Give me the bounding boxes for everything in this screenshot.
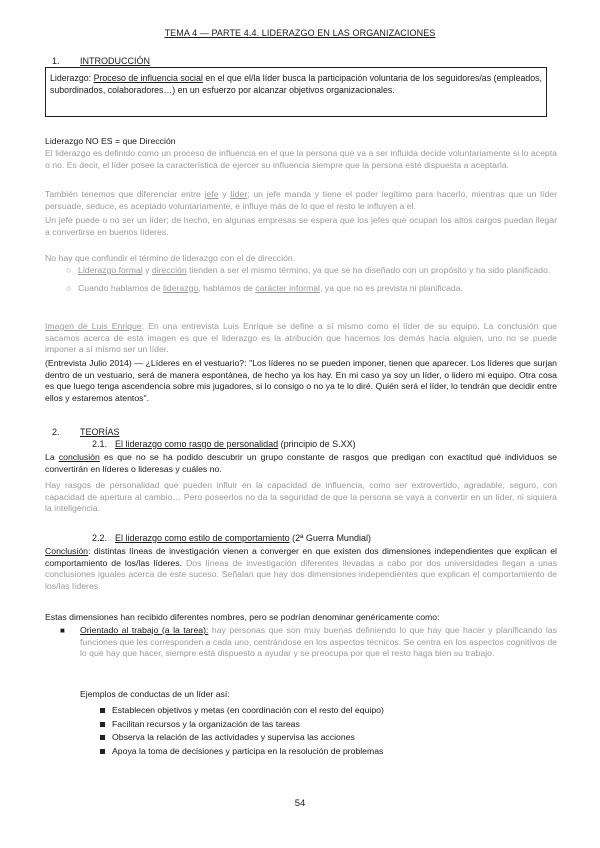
list-item	[100, 719, 384, 731]
luis-enrique-label: Imagen de Luis Enrique	[45, 321, 142, 331]
term-caracter-informal: carácter informal	[255, 282, 320, 293]
text-fragment: , ya que no es prevista ni planificada.	[319, 282, 463, 293]
examples-title: Ejemplos de conductas de un líder así:	[80, 689, 230, 699]
paragraph-dimensions-intro: Estas dimensiones han recibido diferentes nombres, pero se podrían denominar genéricamente como:	[45, 612, 440, 622]
text-fragment: : distintas líneas de investigación vienen a converger en que existen dos dimensiones independientes que explican el comportamiento de los/las líderes.	[45, 546, 557, 568]
subsection-2-1-title: El liderazgo como rasgo de personalidad	[115, 439, 279, 449]
text-fragment: La	[45, 452, 59, 462]
not-direction-heading: Liderazgo NO ES = que Dirección	[45, 136, 176, 146]
term-conclusion: Conclusión	[45, 546, 88, 556]
definition-term-underlined: Proceso de influencia social	[93, 73, 203, 83]
section-1-title: INTRODUCCIÓN	[80, 56, 150, 66]
paragraph-jefe-empresas: Un jefe puede o no ser un líder; de hecho, en algunas empresas se espera que los jefes que ocupan los altos cargos puedan llegar a convertirse en buenos líderes.	[45, 215, 557, 237]
paragraph-behavior-conclusion	[45, 546, 557, 592]
text-fragment: Cuando hablamos de	[78, 282, 164, 293]
list-item	[66, 265, 557, 277]
subsection-2-1-suffix: (principio de S.XX)	[278, 439, 356, 449]
section-2-heading	[52, 427, 120, 439]
section-2-title: TEORÍAS	[80, 427, 120, 437]
paragraph-traits-detail: Hay rasgos de personalidad que pueden influir en la capacidad de influencia, como ser extrovertido, agradable, seguro, con capacidad de apertura al cambio… Pero poseerlos no da la seguridad de que la persona se vaya a convertir en un líder, ni siquiera la inteligencia.	[45, 480, 557, 514]
subsection-2-2-heading	[92, 533, 371, 545]
dimension-list	[60, 625, 557, 660]
term-direccion: dirección	[151, 265, 187, 275]
subsection-2-1-number: 2.1.	[92, 439, 108, 449]
list-item	[100, 746, 384, 758]
example-text: Observa la relación de las actividades y supervisa las acciones	[112, 732, 355, 743]
term-liderazgo-formal: Liderazgo formal	[78, 265, 143, 275]
subsection-2-2-number: 2.2.	[92, 533, 108, 543]
square-bullet-icon	[100, 708, 105, 713]
term-conclusion: conclusión	[58, 452, 100, 462]
term-liderazgo: liderazgo	[163, 282, 199, 293]
text-fragment: es que no se ha podido descubrir un grupo constante de rasgos que predigan con exactitud qué individuos se convertirán en líderes o lideresas y cuáles no.	[45, 452, 557, 474]
text-fragment: : En una entrevista Luis Enrique se define a sí mismo como el líder de su equipo. La conclusión que sacamos acerca de esta imagen es que el liderazgo es la atribución que hacemos los demás hacia alguien, uno no se puede imponer a sí mismo ser un líder.	[45, 321, 558, 355]
square-bullet-icon	[100, 749, 105, 754]
list-item	[60, 625, 557, 660]
section-2-number: 2.	[52, 427, 60, 437]
square-bullet-icon	[100, 735, 105, 740]
definition-term: Liderazgo:	[50, 73, 92, 83]
page-number: 54	[294, 798, 306, 809]
text-fragment: Dos líneas de investigación diferentes llevadas a cabo por dos universidades llegan a unas conclusiones iguales acerca de este suceso. Señalan que hay dos dimensiones independientes que explican el comportamiento de los/las líderes.	[45, 557, 557, 591]
section-1-number: 1.	[52, 56, 60, 66]
text-fragment: También tenemos que diferenciar entre	[45, 189, 205, 199]
list-item	[66, 283, 557, 295]
square-bullet-icon: ■	[60, 626, 65, 635]
list-item	[100, 732, 384, 744]
circle-bullet-icon: ○	[66, 282, 72, 293]
text-fragment: y	[218, 189, 231, 199]
list-item	[100, 705, 384, 717]
examples-list	[100, 705, 384, 757]
definition-box	[45, 67, 547, 117]
document-title: TEMA 4 — PARTE 4.4. LIDERAZGO EN LAS ORGANIZACIONES	[164, 28, 436, 38]
text-fragment: y	[142, 265, 152, 275]
interview-quote: (Entrevista Julio 2014) — ¿Líderes en el vestuario?: "Los líderes no se pueden imponer, tienen que aparecer. Los líderes que surjan dentro de un vestuario, será de manera espontánea, de hecho ya los hay. En mi caso ya soy un líder, o lidero mi equipo. Otra cosa es que luego tenga ascendencia sobre mis jugadores, si lo consigo o no ya te lo diré. Quién será el líder, lo tendrán que decidir entre ellos y estaremos atentos".	[45, 358, 557, 403]
subsection-2-2-suffix: (2ª Guerra Mundial)	[289, 533, 371, 543]
paragraph-traits-conclusion	[45, 452, 557, 475]
paragraph-luis-enrique	[45, 321, 557, 356]
example-text: Apoya la toma de decisiones y participa en la resolución de problemas	[112, 745, 384, 756]
subsection-2-2-title: El liderazgo como estilo de comportamiento	[115, 533, 290, 543]
text-fragment: , hablamos de	[198, 282, 256, 293]
term-lider: líder	[230, 189, 248, 199]
section-1-heading	[52, 56, 150, 68]
subsection-2-1-heading	[92, 439, 356, 451]
definition-rest: en el que el/la líder busca la participación voluntaria de los seguidores/as (empleados, subordinados, colaboradores…) en un esfuerzo por alcanzar objetivos organizacionales.	[50, 73, 543, 95]
example-text: Establecen objetivos y metas (en coordinación con el resto del equipo)	[112, 705, 384, 715]
example-text: Facilitan recursos y la organización de las tareas	[112, 718, 300, 729]
paragraph-influence: El liderazgo es definido como un proceso de influencia en el que la persona que va a ser influida decide voluntariamente si lo acepta o no. Es decir, el líder posee la característica de ejercer su influencia siempre que la persona esté dispuesta a aceptarla.	[45, 148, 557, 170]
dimension-task-label: Orientado al trabajo (a la tarea):	[80, 625, 209, 635]
text-fragment: ; un jefe manda y tiene el poder legítimo para hacerlo, mientras que un líder persuade, seduce, es aceptado voluntariamente, e influye más de lo que el resto le influyen a el.	[45, 189, 558, 211]
paragraph-no-confundir: No hay que confundir el término de liderazgo con el de dirección.	[45, 253, 296, 263]
text-fragment: tienden a ser el mismo término, ya que se ha diseñado con un propósito y ha sido planificado.	[186, 265, 551, 275]
term-jefe: jefe	[204, 189, 219, 199]
paragraph-jefe-lider	[45, 189, 557, 212]
circle-bullet-list	[66, 265, 557, 294]
circle-bullet-icon: ○	[66, 265, 72, 275]
text-fragment: hay personas que son muy buenas definiendo lo que hay que hacer y planificando las funciones que les corresponden a cada uno, centrándose en los aspectos técnicos. Se centra en los aspectos cognitivos de lo que hay que hacer, siempre está dispuesto a ayudar y se preocupa por que el resto haga bien su trabajo.	[80, 625, 557, 659]
square-bullet-icon	[100, 722, 105, 727]
